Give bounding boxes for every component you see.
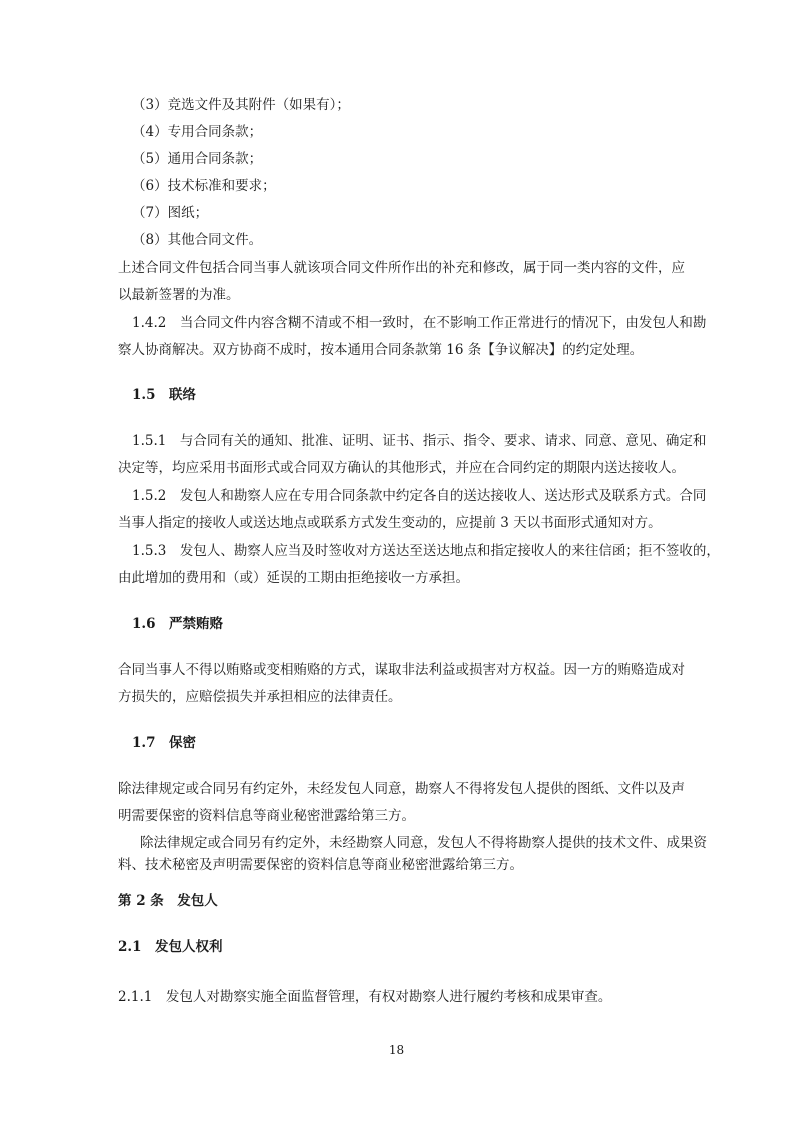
paragraph-line: 合同当事人不得以贿赂或变相贿赂的方式，谋取非法利益或损害对方权益。因一方的贿赂造成对 — [118, 662, 685, 678]
list-item: （5）通用合同条款； — [132, 151, 263, 167]
page-number: 18 — [388, 1043, 405, 1057]
paragraph-line: 上述合同文件包括合同当事人就该项合同文件所作出的补充和修改，属于同一类内容的文件，应 — [118, 260, 685, 276]
clause-1-5-1-cont: 决定等，均应采用书面形式或合同双方确认的其他形式，并应在合同约定的期限内送达接收人。 — [118, 460, 685, 476]
paragraph-line: 除法律规定或合同另有约定外，未经勘察人同意，发包人不得将勘察人提供的技术文件、成果资 — [140, 835, 707, 851]
clause-1-5-3-cont: 由此增加的费用和（或）延误的工期由拒绝接收一方承担。 — [118, 570, 469, 586]
section-heading-1-7: 1.7 保密 — [132, 735, 196, 751]
paragraph-line: 料、技术秘密及声明需要保密的资料信息等商业秘密泄露给第三方。 — [118, 857, 523, 873]
list-item: （3）竞选文件及其附件（如果有）； — [132, 97, 350, 113]
list-item: （4）专用合同条款； — [132, 124, 263, 140]
clause-1-5-3: 1.5.3 发包人、勘察人应当及时签收对方送达至送达地点和指定接收人的来往信函；拒不签收的， — [132, 543, 720, 559]
paragraph-line: 除法律规定或合同另有约定外，未经发包人同意，勘察人不得将发包人提供的图纸、文件以及声 — [118, 781, 685, 797]
list-item: （6）技术标准和要求； — [132, 178, 276, 194]
clause-1-4-2-cont: 察人协商解决。双方协商不成时，按本通用合同条款第 16 条【争议解决】的约定处理。 — [118, 342, 644, 358]
clause-1-4-2: 1.4.2 当合同文件内容含糊不清或不相一致时，在不影响工作正常进行的情况下，由发包人和勘 — [132, 315, 707, 331]
paragraph-line: 以最新签署的为准。 — [118, 287, 240, 303]
section-heading-1-6: 1.6 严禁贿赂 — [132, 616, 223, 632]
article-heading-2: 第 2 条 发包人 — [118, 893, 218, 909]
clause-1-5-2-cont: 当事人指定的接收人或送达地点或联系方式发生变动的，应提前 3 天以书面形式通知对方。 — [118, 515, 662, 531]
clause-1-5-1: 1.5.1 与合同有关的通知、批准、证明、证书、指示、指令、要求、请求、同意、意见、确定和 — [132, 433, 707, 449]
section-heading-2-1: 2.1 发包人权利 — [118, 939, 223, 955]
list-item: （8）其他合同文件。 — [132, 232, 263, 248]
section-heading-1-5: 1.5 联络 — [132, 387, 196, 403]
clause-2-1-1: 2.1.1 发包人对勘察实施全面监督管理，有权对勘察人进行履约考核和成果审查。 — [118, 989, 612, 1005]
list-item: （7）图纸； — [132, 205, 209, 221]
clause-1-5-2: 1.5.2 发包人和勘察人应在专用合同条款中约定各自的送达接收人、送达形式及联系方式。合同 — [132, 488, 707, 504]
paragraph-line: 明需要保密的资料信息等商业秘密泄露给第三方。 — [118, 808, 415, 824]
paragraph-line: 方损失的，应赔偿损失并承担相应的法律责任。 — [118, 689, 402, 705]
